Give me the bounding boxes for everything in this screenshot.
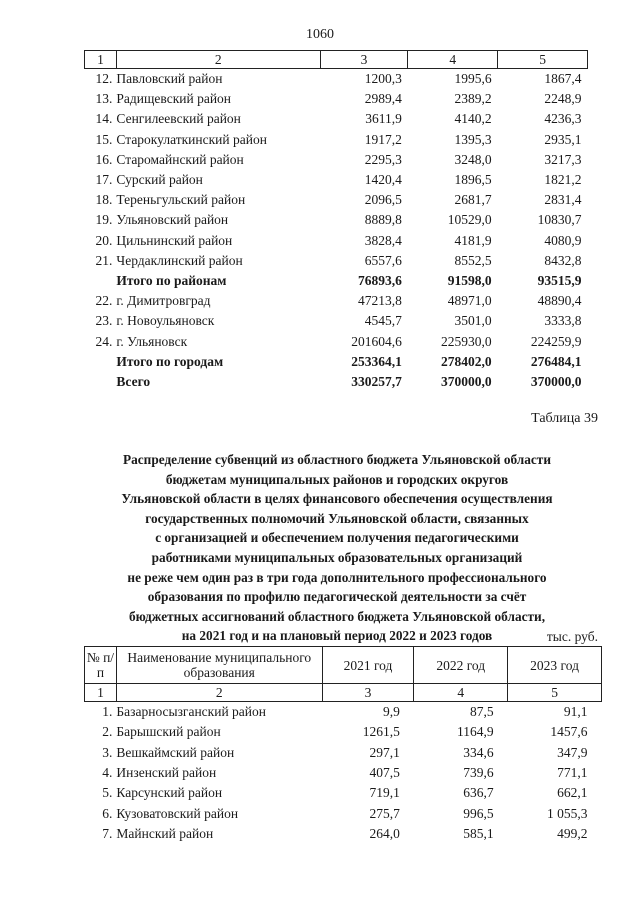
table-row	[85, 109, 588, 129]
municipality-name: Вешкаймский район	[116, 744, 235, 760]
value-cell: 297,1	[369, 744, 400, 760]
row-number	[85, 352, 117, 372]
municipality-name: Сенгилеевский район	[116, 111, 241, 127]
value-cell: 1261,5	[362, 724, 400, 740]
municipality-name: Старокулаткинский район	[116, 131, 267, 147]
value-cell: 996,5	[463, 805, 494, 821]
table-row	[85, 210, 588, 230]
value-cell: 4181,9	[454, 232, 492, 248]
value-cell: 330257,7	[351, 373, 402, 389]
municipality-name: Итого по районам	[116, 272, 227, 288]
value-cell: 275,7	[369, 805, 400, 821]
column-header: 2022 год	[414, 647, 508, 684]
row-number: 5.	[102, 785, 113, 801]
value-cell: 201604,6	[351, 333, 402, 349]
row-number: 3.	[102, 744, 113, 760]
column-number: 5	[498, 51, 588, 69]
value-cell: 3501,0	[454, 313, 492, 329]
value-cell: 370000,0	[441, 373, 492, 389]
table-header-row	[85, 684, 602, 702]
table-row	[85, 311, 588, 331]
column-number: 4	[414, 684, 508, 702]
value-cell: 334,6	[463, 744, 494, 760]
value-cell: 76893,6	[358, 272, 402, 288]
table-row	[85, 372, 588, 392]
column-number: 1	[85, 51, 117, 69]
table-row	[85, 69, 588, 90]
table-row	[85, 89, 588, 109]
column-number: 1	[85, 684, 117, 702]
value-cell: 3828,4	[364, 232, 402, 248]
title-line: Распределение субвенций из областного бюджета Ульяновской области	[123, 452, 551, 467]
row-number: 12.	[95, 71, 113, 87]
table-row	[85, 743, 602, 763]
table-row	[85, 190, 588, 210]
column-header: 2023 год	[508, 647, 602, 684]
municipality-name: Сурский район	[116, 172, 203, 188]
row-number: 2.	[102, 724, 113, 740]
row-number: 6.	[102, 805, 113, 821]
units-label: тыс. руб.	[546, 629, 598, 644]
value-cell: 1200,3	[364, 71, 402, 87]
value-cell: 47213,8	[358, 293, 402, 309]
value-cell: 91,1	[563, 704, 588, 720]
municipality-name: Ульяновский район	[116, 212, 229, 228]
row-number: 24.	[95, 333, 113, 349]
municipality-name: Барышский район	[116, 724, 221, 740]
value-cell: 407,5	[369, 765, 400, 781]
value-cell: 91598,0	[447, 272, 492, 288]
row-number: 16.	[95, 151, 113, 167]
municipality-name: Инзенский район	[116, 765, 217, 781]
municipality-name: Карсунский район	[116, 785, 223, 801]
table-number: Таблица 39	[531, 411, 598, 426]
value-cell: 2681,7	[454, 192, 492, 208]
value-cell: 3217,3	[544, 151, 582, 167]
value-cell: 636,7	[463, 785, 494, 801]
title-line: образования по профилю педагогической деятельности за счёт	[147, 589, 527, 605]
value-cell: 3248,0	[454, 151, 492, 167]
row-number: 7.	[102, 825, 113, 841]
table-row	[85, 803, 602, 823]
municipality-name: Радищевский район	[116, 91, 232, 107]
value-cell: 264,0	[369, 825, 400, 841]
column-number: 2	[116, 684, 322, 702]
value-cell: 224259,9	[530, 333, 582, 349]
row-number: 23.	[95, 313, 113, 329]
column-number: 4	[408, 51, 498, 69]
value-cell: 87,5	[470, 704, 494, 720]
table-row	[85, 130, 588, 150]
table-row	[85, 702, 602, 723]
table-row	[85, 271, 588, 291]
row-number: 22.	[95, 293, 113, 309]
table-row	[85, 291, 588, 311]
value-cell: 585,1	[463, 825, 494, 841]
value-cell: 4545,7	[364, 313, 402, 329]
table-row	[85, 722, 602, 742]
row-number: 18.	[95, 192, 113, 208]
table-row	[85, 331, 588, 351]
value-cell: 253364,1	[351, 353, 402, 369]
value-cell: 1420,4	[364, 172, 402, 188]
table-header-row	[85, 51, 588, 69]
value-cell: 1164,9	[457, 724, 494, 740]
value-cell: 370000,0	[530, 373, 582, 389]
value-cell: 1995,6	[454, 71, 492, 87]
value-cell: 93515,9	[537, 272, 582, 288]
title-line: с организацией и обеспечением получения педагогическими	[155, 530, 519, 546]
table-title	[80, 450, 594, 646]
municipality-name: Всего	[116, 373, 151, 389]
value-cell: 2248,9	[544, 91, 582, 107]
row-number	[85, 372, 117, 392]
value-cell: 2831,4	[544, 192, 582, 208]
municipality-name: Павловский район	[116, 71, 223, 87]
table-continuation	[84, 50, 588, 392]
title-line: государственных полномочий Ульяновской области, связанных	[145, 510, 529, 526]
value-cell: 48890,4	[537, 293, 582, 309]
value-cell: 771,1	[557, 765, 588, 781]
title-line: бюджетных ассигнований областного бюджета Ульяновской области,	[128, 608, 546, 624]
municipality-name: Чердаклинский район	[116, 252, 243, 268]
row-number: 4.	[102, 765, 113, 781]
value-cell: 1457,6	[550, 724, 588, 740]
value-cell: 2935,1	[544, 131, 582, 147]
table-row	[85, 763, 602, 783]
value-cell: 3333,8	[544, 313, 582, 329]
value-cell: 1917,2	[364, 131, 402, 147]
value-cell: 2389,2	[454, 91, 492, 107]
municipality-name: Кузоватовский район	[116, 805, 239, 821]
column-number: 2	[116, 51, 320, 69]
value-cell: 9,9	[383, 704, 400, 720]
column-header: Наименование муниципального образования	[116, 647, 322, 684]
value-cell: 499,2	[557, 825, 588, 841]
title-line: не реже чем один раз в три года дополнительного профессионального	[127, 569, 547, 585]
column-header: № п/п	[85, 647, 117, 684]
value-cell: 2096,5	[364, 192, 402, 208]
column-header: 2021 год	[322, 647, 414, 684]
value-cell: 1395,3	[454, 131, 492, 147]
value-cell: 1821,2	[544, 172, 582, 188]
municipality-name: г. Димитровград	[116, 293, 211, 309]
value-cell: 10529,0	[447, 212, 492, 228]
row-number: 13.	[95, 91, 113, 107]
table-row	[85, 150, 588, 170]
value-cell: 8432,8	[544, 252, 582, 268]
value-cell: 8889,8	[364, 212, 402, 228]
table-row	[85, 251, 588, 271]
table-row	[85, 170, 588, 190]
municipality-name: Старомайнский район	[116, 151, 244, 167]
value-cell: 225930,0	[441, 333, 492, 349]
value-cell: 662,1	[557, 785, 588, 801]
row-number: 19.	[95, 212, 113, 228]
municipality-name: г. Новоульяновск	[116, 313, 215, 329]
table-row	[85, 352, 588, 372]
value-cell: 48971,0	[447, 293, 492, 309]
table-39	[84, 646, 602, 844]
table-row	[85, 231, 588, 251]
municipality-name: г. Ульяновск	[116, 333, 188, 349]
value-cell: 1 055,3	[547, 805, 588, 821]
value-cell: 4140,2	[454, 111, 492, 127]
value-cell: 4236,3	[544, 111, 582, 127]
row-number: 21.	[95, 252, 113, 268]
municipality-name: Итого по городам	[116, 353, 224, 369]
row-number: 17.	[95, 172, 113, 188]
municipality-name: Майнский район	[116, 825, 214, 841]
value-cell: 4080,9	[544, 232, 582, 248]
row-number: 20.	[95, 232, 113, 248]
municipality-name: Тереньгульский район	[116, 192, 246, 208]
value-cell: 1867,4	[544, 71, 582, 87]
title-line: бюджетам муниципальных районов и городских округов	[165, 471, 509, 487]
value-cell: 2989,4	[364, 91, 402, 107]
page-number: 1060	[306, 27, 334, 42]
value-cell: 10830,7	[537, 212, 582, 228]
title-line: на 2021 год и на плановый период 2022 и 2023 годов	[181, 628, 493, 644]
row-number	[85, 271, 117, 291]
value-cell: 278402,0	[441, 353, 492, 369]
value-cell: 2295,3	[364, 151, 402, 167]
title-line: Ульяновской области в целях финансового обеспечения осуществления	[121, 491, 553, 507]
value-cell: 8552,5	[454, 252, 492, 268]
column-number: 3	[322, 684, 414, 702]
row-number: 14.	[95, 111, 113, 127]
value-cell: 347,9	[557, 744, 588, 760]
table-row	[85, 783, 602, 803]
column-number: 3	[320, 51, 408, 69]
row-number: 1.	[102, 704, 113, 720]
table-row	[85, 824, 602, 844]
value-cell: 6557,6	[364, 252, 402, 268]
value-cell: 3611,9	[365, 111, 402, 127]
title-line: работниками муниципальных образовательных организаций	[151, 549, 523, 565]
municipality-name: Базарносызганский район	[116, 704, 267, 720]
row-number: 15.	[95, 131, 113, 147]
value-cell: 276484,1	[530, 353, 582, 369]
value-cell: 719,1	[369, 785, 400, 801]
municipality-name: Цильнинский район	[116, 232, 233, 248]
value-cell: 1896,5	[454, 172, 492, 188]
column-number: 5	[508, 684, 602, 702]
table-column-headers	[85, 647, 602, 684]
value-cell: 739,6	[463, 765, 494, 781]
